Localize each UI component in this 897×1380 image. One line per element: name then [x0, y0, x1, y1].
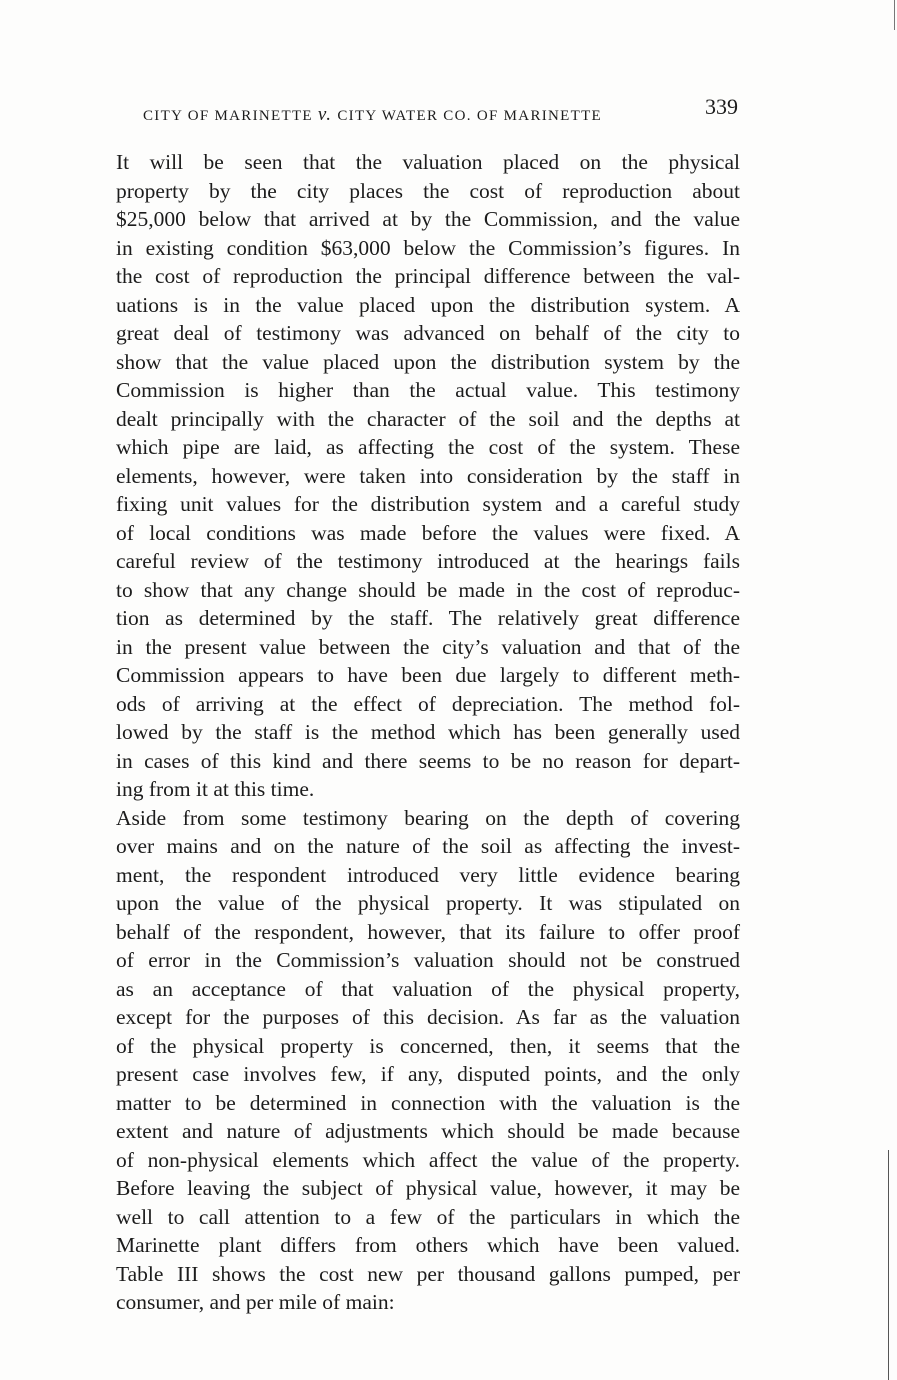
text-line: upon the value of the physical property. It was stipulated on — [116, 891, 740, 915]
text-line: in existing condition $63,000 below the Commission’s figures. In — [116, 235, 740, 260]
body-text — [116, 148, 740, 1317]
text-line: fixing unit values for the distribution system and a careful study — [116, 492, 740, 516]
text-line: careful review of the testimony introduced at the hearings fails — [116, 549, 740, 573]
running-head — [143, 94, 738, 125]
text-line: Aside from some testimony bearing on the depth of covering — [116, 805, 740, 830]
text-line: ing from it at this time. — [116, 777, 315, 801]
text-line: behalf of the respondent, however, that its failure to offer proof — [116, 919, 740, 944]
text-line: in cases of this kind and there seems to be no reason for depart- — [116, 748, 740, 773]
text-line: elements, however, were taken into consideration by the staff in — [116, 463, 740, 488]
text-line: Commission appears to have been due largely to different meth- — [116, 663, 740, 687]
text-line: present case involves few, if any, disputed points, and the only — [116, 1062, 740, 1086]
text-line: show that the value placed upon the distribution system by the — [116, 349, 740, 374]
text-line: of local conditions was made before the values were fixed. A — [116, 520, 740, 545]
text-line: ods of arriving at the effect of depreciation. The method fol- — [116, 691, 740, 716]
text-line: Table III shows the cost new per thousand gallons pumped, per — [116, 1261, 740, 1286]
text-line: which pipe are laid, as affecting the cost of the system. These — [116, 435, 740, 459]
scan-edge-mark — [888, 1150, 889, 1380]
text-line: in the present value between the city’s valuation and that of the — [116, 634, 740, 659]
text-line: of the physical property is concerned, then, it seems that the — [116, 1033, 740, 1058]
text-line: great deal of testimony was advanced on behalf of the city to — [116, 321, 740, 345]
text-line: to show that any change should be made in the cost of reproduc- — [116, 577, 740, 602]
text-line: well to call attention to a few of the particulars in which the — [116, 1204, 740, 1229]
text-line: except for the purposes of this decision. As far as the valuation — [116, 1005, 740, 1029]
text-line: of error in the Commission’s valuation should not be construed — [116, 948, 740, 972]
text-line: It will be seen that the valuation placed on the physical — [116, 150, 740, 174]
text-line: the cost of reproduction the principal difference between the val- — [116, 264, 740, 288]
text-line: extent and nature of adjustments which should be made because — [116, 1119, 740, 1143]
text-line: of non-physical elements which affect the value of the property. — [116, 1147, 740, 1172]
text-line: Before leaving the subject of physical value, however, it may be — [116, 1176, 740, 1200]
text-line: ment, the respondent introduced very little evidence bearing — [116, 862, 740, 887]
text-line: as an acceptance of that valuation of the physical property, — [116, 976, 740, 1001]
page-number: 339 — [705, 94, 738, 119]
text-line: $25,000 below that arrived at by the Commission, and the value — [116, 207, 740, 231]
text-line: uations is in the value placed upon the distribution system. A — [116, 292, 740, 317]
text-line: matter to be determined in connection with the valuation is the — [116, 1090, 740, 1115]
text-line: Commission is higher than the actual value. This testimony — [116, 378, 740, 402]
text-line: over mains and on the nature of the soil as affecting the invest- — [116, 834, 740, 858]
running-title: CITY OF MARINETTE v. CITY WATER CO. OF MARINETTE — [143, 104, 603, 125]
text-line: dealt principally with the character of the soil and the depths at — [116, 406, 740, 431]
text-line: property by the city places the cost of reproduction about — [116, 178, 740, 203]
scan-edge-mark-top — [894, 0, 895, 30]
paragraph-valuation-comparison — [116, 148, 740, 804]
text-line: consumer, and per mile of main: — [116, 1290, 395, 1314]
paragraph-respondent-evidence — [116, 804, 740, 1317]
text-line: Marinette plant differs from others which have been valued. — [116, 1233, 740, 1257]
text-line: lowed by the staff is the method which has been generally used — [116, 720, 740, 744]
text-line: tion as determined by the staff. The relatively great difference — [116, 606, 740, 630]
